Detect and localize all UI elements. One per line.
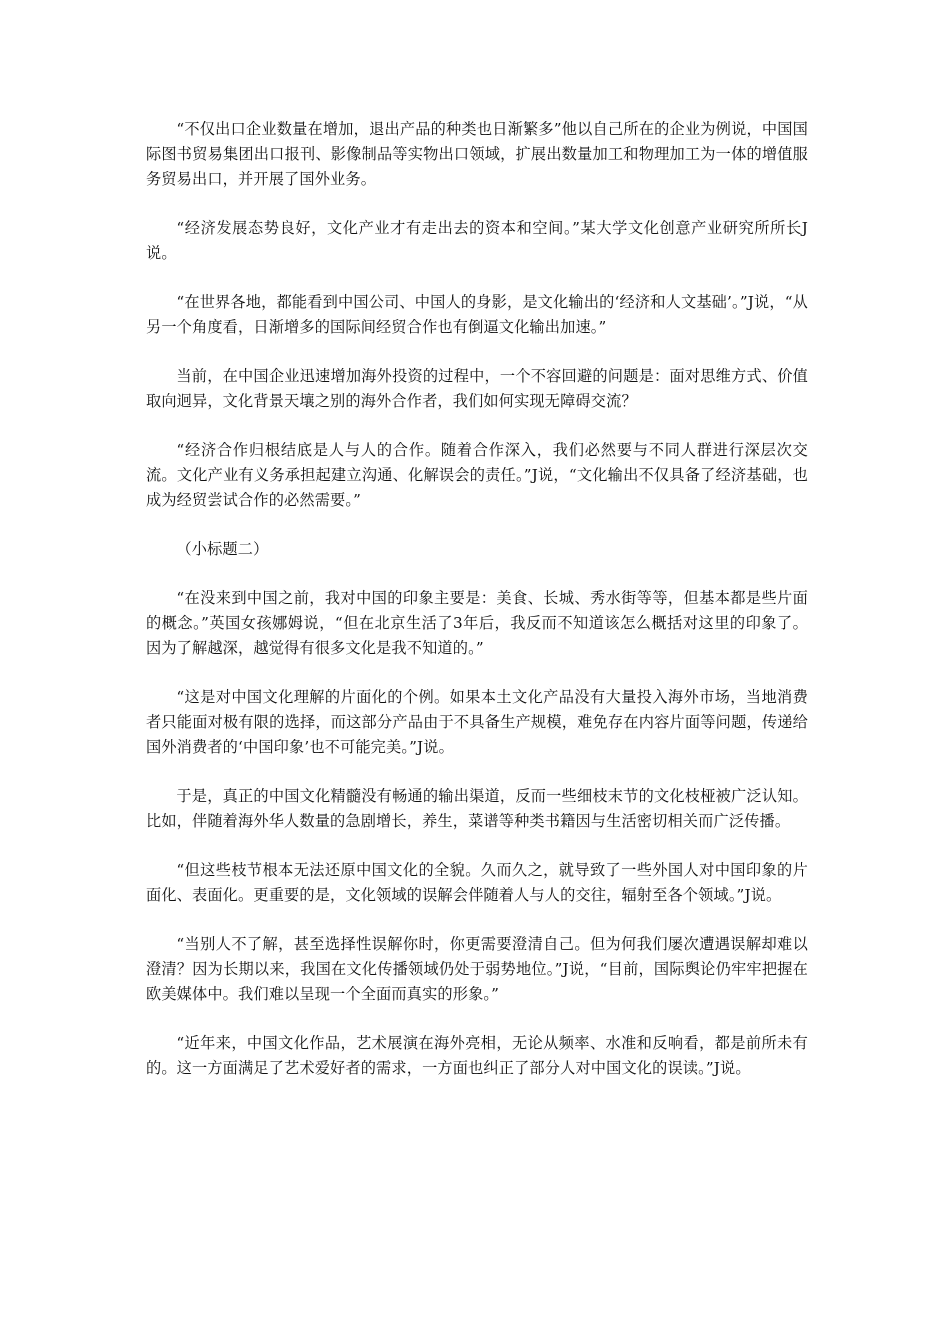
paragraph-3: “在世界各地，都能看到中国公司、中国人的身影，是文化输出的‘经济和人文基础’。”J说，“从另一个角度看，日渐增多的国际间经贸合作也有倒逼文化输出加速。” (146, 293, 808, 336)
paragraph-8: “这是对中国文化理解的片面化的个例。如果本土文化产品没有大量投入海外市场，当地消费者只能面对极有限的选择，而这部分产品由于不具备生产规模，难免存在内容片面等问题，传递给国外消费者的‘中国印象’也不可能完美。”J说。 (146, 688, 808, 756)
paragraph-7: “在没来到中国之前，我对中国的印象主要是：美食、长城、秀水街等等，但基本都是些片面的概念。”英国女孩娜姆说，“但在北京生活了3年后，我反而不知道该怎么概括对这里的印象了。因为了解越深，越觉得有很多文化是我不知道的。” (146, 589, 808, 657)
paragraph-11: “当别人不了解，甚至选择性误解你时，你更需要澄清自己。但为何我们屡次遭遇误解却难以澄清？因为长期以来，我国在文化传播领域仍处于弱势地位。”J说，“目前，国际舆论仍牢牢把握在欧美媒体中。我们难以呈现一个全面而真实的形象。” (146, 935, 808, 1003)
paragraph-1: “不仅出口企业数量在增加，退出产品的种类也日渐繁多”他以自己所在的企业为例说，中国国际图书贸易集团出口报刊、影像制品等实物出口领域，扩展出数量加工和物理加工为一体的增值服务贸易出口，并开展了国外业务。 (146, 120, 808, 188)
paragraph-9: 于是，真正的中国文化精髓没有畅通的输出渠道，反而一些细枝末节的文化枝桠被广泛认知。比如，伴随着海外华人数量的急剧增长，养生，菜谱等种类书籍因与生活密切相关而广泛传播。 (146, 787, 808, 830)
paragraph-5: “经济合作归根结底是人与人的合作。随着合作深入，我们必然要与不同人群进行深层次交流。文化产业有义务承担起建立沟通、化解误会的责任。”J说，“文化输出不仅具备了经济基础，也成为经贸尝试合作的必然需要。” (146, 441, 808, 509)
paragraph-12: “近年来，中国文化作品，艺术展演在海外亮相，无论从频率、水准和反响看，都是前所未有的。这一方面满足了艺术爱好者的需求，一方面也纠正了部分人对中国文化的误读。”J说。 (146, 1034, 808, 1077)
document-page (146, 117, 808, 1105)
paragraph-4: 当前，在中国企业迅速增加海外投资的过程中，一个不容回避的问题是：面对思维方式、价值取向迥异，文化背景天壤之别的海外合作者，我们如何实现无障碍交流？ (146, 367, 808, 410)
section-subtitle: （小标题二） (176, 540, 269, 558)
paragraph-2: “经济发展态势良好，文化产业才有走出去的资本和空间。”某大学文化创意产业研究所所长J说。 (146, 219, 808, 262)
paragraph-10: “但这些枝节根本无法还原中国文化的全貌。久而久之，就导致了一些外国人对中国印象的片面化、表面化。更重要的是，文化领域的误解会伴随着人与人的交往，辐射至各个领域。”J说。 (146, 861, 808, 904)
